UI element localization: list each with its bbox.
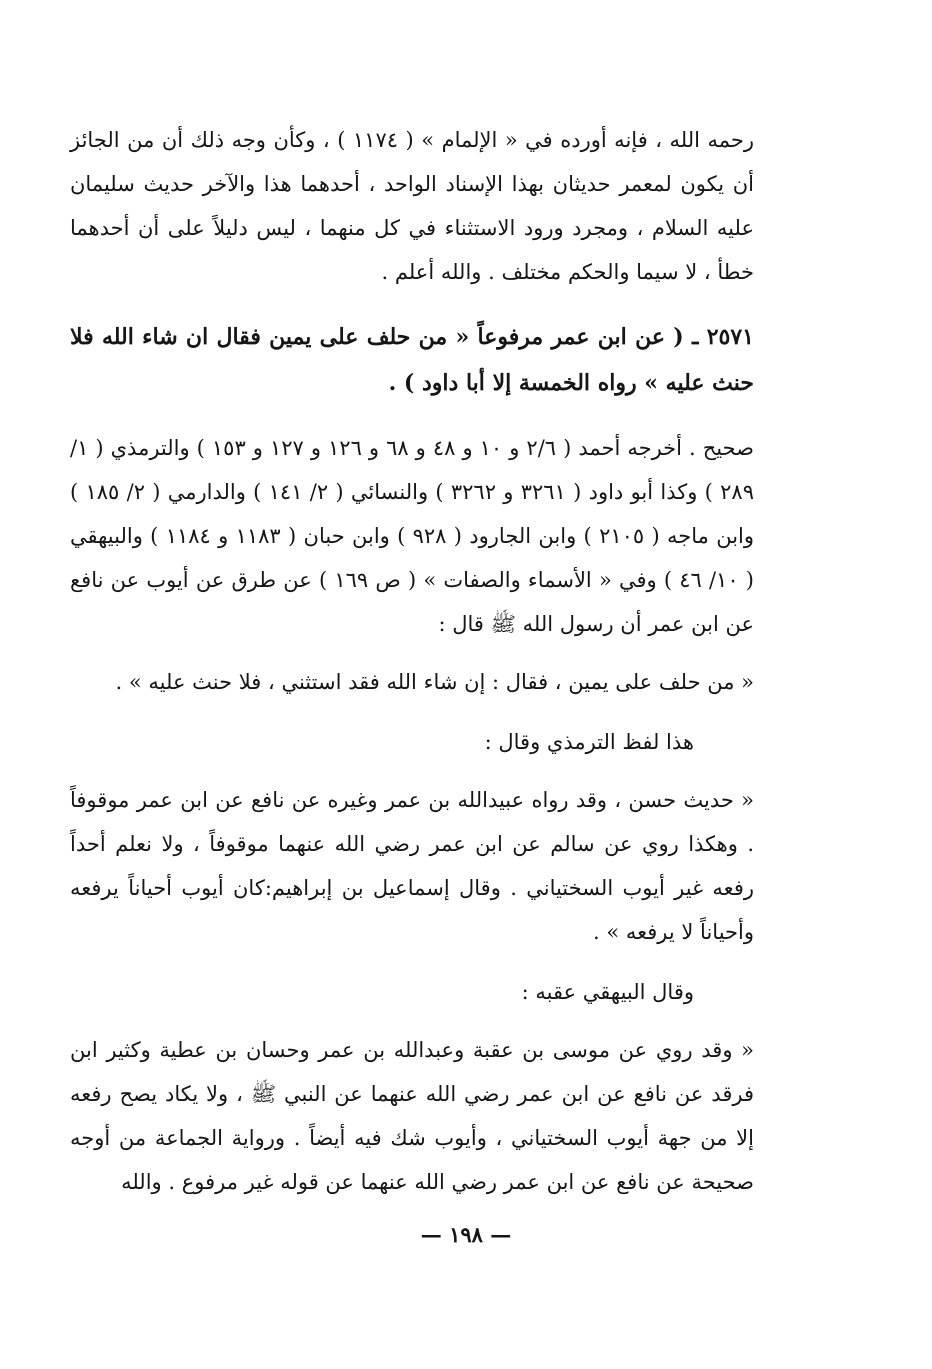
paragraph-tirmidhi-quote: « حديث حسن ، وقد رواه عبيدالله بن عمر وغيره عن نافع عن ابن عمر موقوفاً . وهكذا روي عن سالم عن ابن عمر رضي الله عنهما موقوفاً ، ولا نعلم أحداً رفعه غير أيوب السختياني . وقال إسماعيل بن إبراهيم:كان أيوب أحياناً يرفعه وأحياناً لا يرفعه » . [70, 788, 754, 944]
paragraph-tirmidhi-intro: هذا لفظ الترمذي وقال : [484, 730, 694, 754]
hadith-text: ( عن ابن عمر مرفوعاً « من حلف على يمين فقال ان شاء الله فلا حنث عليه » رواه الخمسة إلا أبا داود ) . [70, 324, 754, 396]
paragraph-quote-hadith: « من حلف على يمين ، فقال : إن شاء الله فقد استثني ، فلا حنث عليه » . [115, 670, 754, 694]
page-number: — ١٩٨ — [420, 1222, 512, 1247]
paragraph-bayhaqi-quote: « وقد روي عن موسى بن عقبة وعبدالله بن عمر وحسان بن عطية وكثير ابن فرقد عن نافع عن ابن عمر رضي الله عنهما عن النبي ﷺ ، ولا يكاد يصح رفعه إلا من جهة أيوب السختياني ، وأيوب شك فيه أيضاً . ورواية الجماعة من أوجه صحيحة عن نافع عن ابن عمر رضي الله عنهما عن قوله غير مرفوع . والله [70, 1038, 754, 1194]
hadith-number: ٢٥٧١ ـ [691, 324, 754, 350]
paragraph-bayhaqi-intro: وقال البيهقي عقبه : [521, 980, 694, 1004]
hadith-heading [70, 314, 754, 406]
paragraph-takhrij: صحيح . أخرجه أحمد ( ٢/٦ و ١٠ و ٤٨ و ٦٨ و ١٢٦ و ١٢٧ و ١٥٣ ) والترمذي ( ١/ ٢٨٩ ) وكذا أبو داود ( ٣٢٦١ و ٣٢٦٢ ) والنسائي ( ٢/ ١٤١ ) والدارمي ( ٢/ ١٨٥ ) وابن ماجه ( ٢١٠٥ ) وابن الجارود ( ٩٢٨ ) وابن حبان ( ١١٨٣ و ١١٨٤ ) والبيهقي ( ١٠/ ٤٦ ) وفي « الأسماء والصفات » ( ص ١٦٩ ) عن طرق عن أيوب عن نافع عن ابن عمر أن رسول الله ﷺ قال : [70, 436, 755, 636]
page-body [70, 118, 754, 1204]
paragraph-continuation: رحمه الله ، فإنه أورده في « الإلمام » ( ١١٧٤ ) ، وكأن وجه ذلك أن من الجائز أن يكون لمعمر حديثان بهذا الإسناد الواحد ، أحدهما هذا والآخر حديث سليمان عليه السلام ، ومجرد ورود الاستثناء في كل منهما ، ليس دليلاً على أن أحدهما خطأ ، لا سيما والحكم مختلف . والله أعلم . [70, 128, 754, 284]
